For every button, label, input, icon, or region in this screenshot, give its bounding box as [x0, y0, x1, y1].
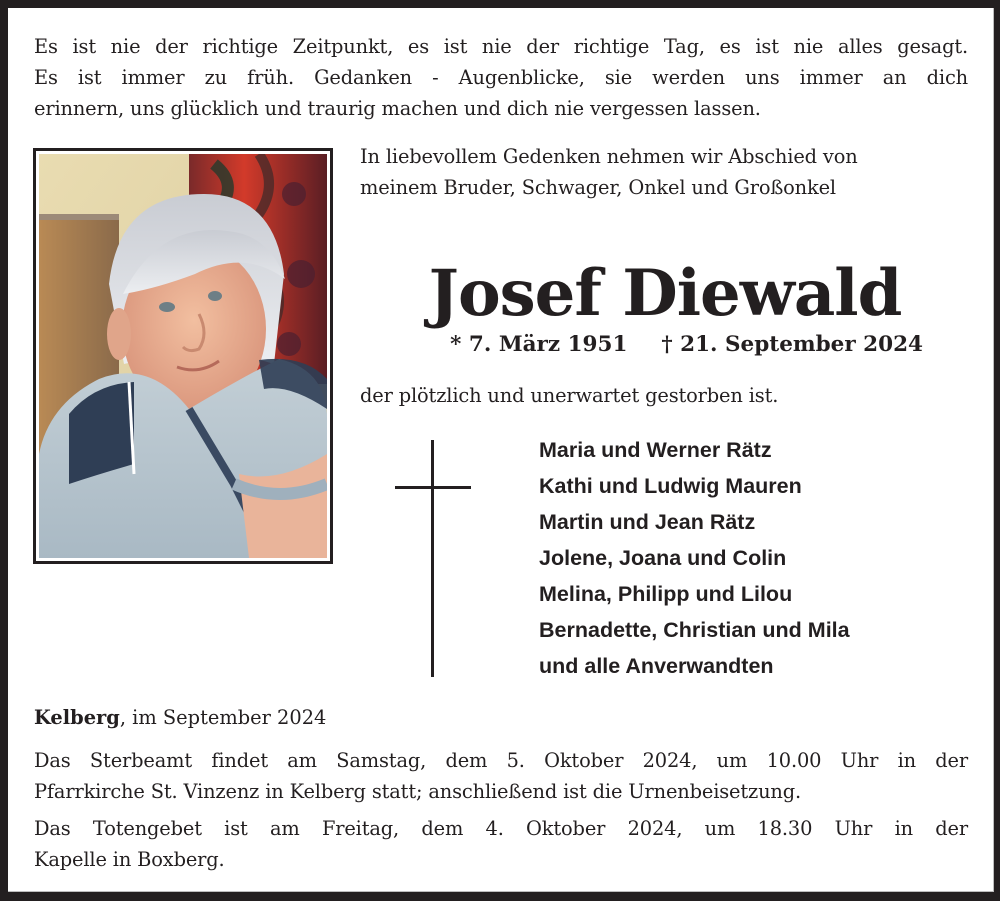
service-line: Pfarrkirche St. Vinzenz in Kelberg statt; anschließend ist die Urnenbeisetzung. — [34, 780, 802, 803]
intro-poem — [34, 31, 968, 124]
death-note: der plötzlich und unerwartet gestorben ist. — [360, 384, 779, 407]
mourner-item: und alle Anverwandten — [539, 654, 774, 678]
death-date: † 21. September 2024 — [661, 332, 923, 357]
service-line: Das Sterbeamt findet am Samstag, dem 5. Oktober 2024, um 10.00 Uhr in der — [34, 749, 968, 772]
prayer-line: Kapelle in Boxberg. — [34, 848, 225, 871]
intro-line: erinnern, uns glücklich und traurig machen und dich nie vergessen lassen. — [34, 97, 761, 120]
mourning-statement — [360, 141, 970, 203]
cross-icon-bar — [395, 486, 471, 489]
mourning-line: In liebevollem Gedenken nehmen wir Abschied von — [360, 145, 858, 168]
prayer-info — [34, 813, 968, 875]
intro-line: Es ist immer zu früh. Gedanken - Augenblicke, sie werden uns immer an dich — [34, 66, 968, 89]
place-date: , im September 2024 — [119, 706, 327, 729]
place-name: Kelberg — [34, 706, 120, 729]
obituary-notice — [8, 8, 994, 892]
cross-icon — [431, 440, 434, 677]
portrait-photo-icon — [39, 154, 327, 558]
service-info — [34, 745, 968, 807]
mourner-item: Jolene, Joana und Colin — [539, 546, 787, 570]
mourner-item: Maria und Werner Rätz — [539, 438, 772, 462]
mourning-line: meinem Bruder, Schwager, Onkel und Großonkel — [360, 176, 836, 199]
mourner-item: Bernadette, Christian und Mila — [539, 618, 850, 642]
portrait-photo — [33, 148, 333, 564]
prayer-line: Das Totengebet ist am Freitag, dem 4. Oktober 2024, um 18.30 Uhr in der — [34, 817, 968, 840]
birth-date: * 7. März 1951 — [450, 332, 628, 357]
mourner-item: Kathi und Ludwig Mauren — [539, 474, 802, 498]
intro-line: Es ist nie der richtige Zeitpunkt, es ist nie der richtige Tag, es ist nie alles gesagt. — [34, 35, 968, 58]
life-dates — [413, 330, 923, 360]
deceased-name: Josef Diewald — [428, 256, 902, 331]
mourners-list — [539, 432, 979, 684]
place-and-date — [34, 703, 634, 733]
mourner-item: Martin und Jean Rätz — [539, 510, 756, 534]
mourner-item: Melina, Philipp und Lilou — [539, 582, 793, 606]
